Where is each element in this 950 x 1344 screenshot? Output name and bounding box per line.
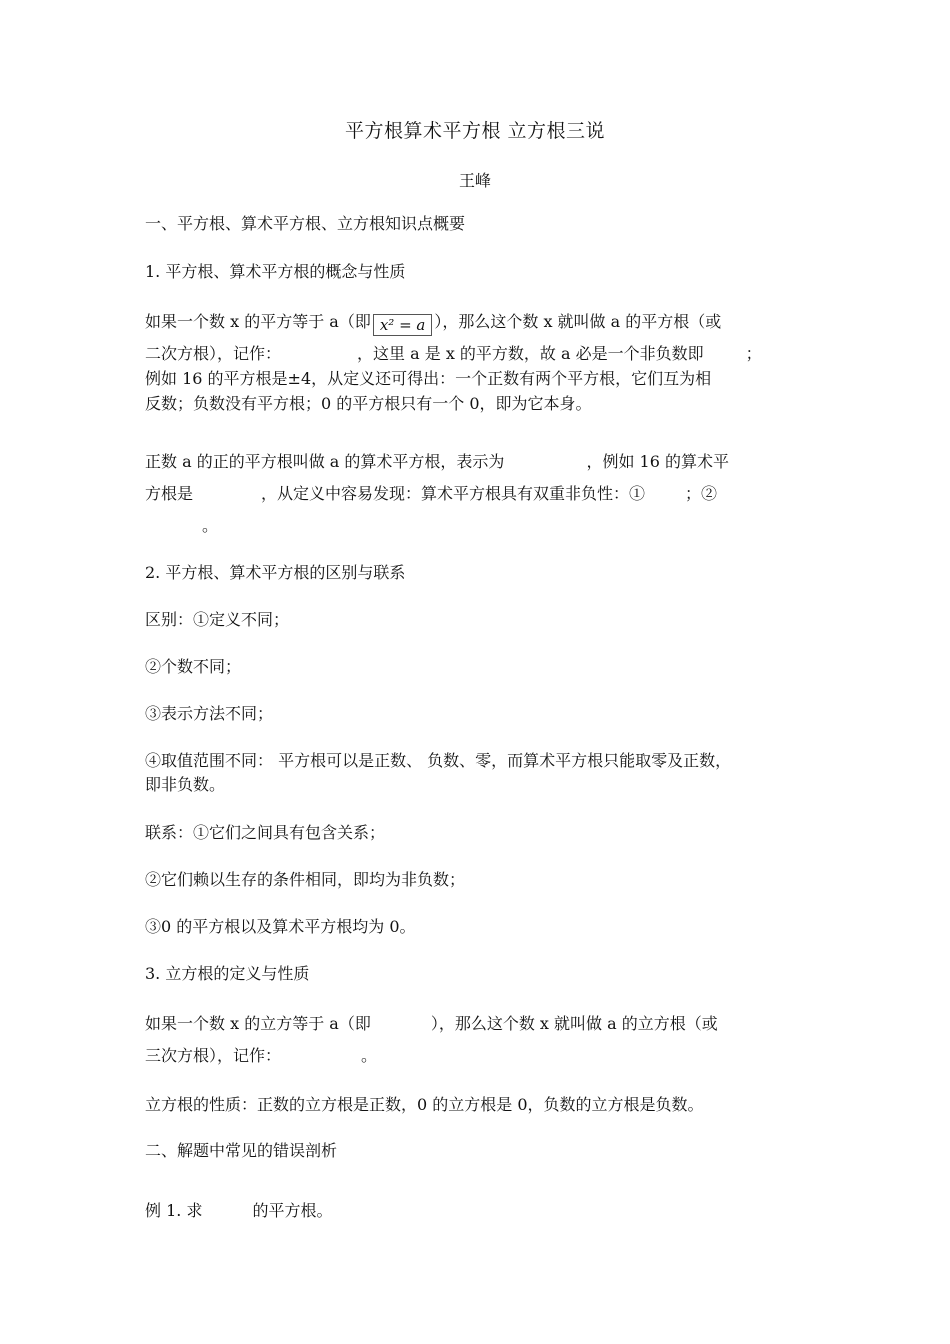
section-heading-2: 二、解题中常见的错误剖析 xyxy=(145,1141,338,1160)
difference-item-1: 区别：①定义不同； xyxy=(145,610,290,629)
text-span: 。 xyxy=(361,1046,378,1065)
difference-item-2: ②个数不同； xyxy=(145,657,242,676)
text-span: ，从定义中容易发现：算术平方根具有双重非负性：① xyxy=(261,484,646,503)
difference-item-3: ③表示方法不同； xyxy=(145,704,274,723)
relation-item-1: 联系：①它们之间具有包含关系； xyxy=(145,823,386,842)
relation-item-2: ②它们赖以生存的条件相同，即均为非负数； xyxy=(145,870,466,889)
paragraph-4: 立方根的性质：正数的立方根是正数，0 的立方根是 0，负数的立方根是负数。 xyxy=(145,1095,704,1114)
text-span: 三次方根），记作： xyxy=(145,1046,282,1065)
paragraph-3-line-1 xyxy=(145,1014,718,1034)
paragraph-1-line-1 xyxy=(145,312,721,336)
paragraph-2-line-2 xyxy=(145,484,717,504)
difference-item-4-cont: 即非负数。 xyxy=(145,775,226,794)
difference-item-4: ④取值范围不同： 平方根可以是正数、 负数、零，而算术平方根只能取零及正数， xyxy=(145,751,732,770)
text-span: ），那么这个数 x 就叫做 a 的平方根（或 xyxy=(434,312,722,331)
paragraph-1-line-4: 反数；负数没有平方根；0 的平方根只有一个 0，即为它本身。 xyxy=(145,394,592,413)
text-span: ，例如 16 的算术平 xyxy=(586,452,729,471)
paragraph-1-line-3: 例如 16 的平方根是±4，从定义还可得出：一个正数有两个平方根，它们互为相 xyxy=(145,369,712,388)
text-span: 的平方根。 xyxy=(252,1201,333,1220)
paragraph-2-line-1 xyxy=(145,452,729,472)
text-span: 如果一个数 x 的平方等于 a（即 xyxy=(145,312,371,331)
text-span: ；② xyxy=(685,484,718,503)
text-span: 二次方根），记作： xyxy=(145,344,282,363)
paragraph-2-line-3: 。 xyxy=(202,516,219,535)
section-heading-1: 一、平方根、算术平方根、立方根知识点概要 xyxy=(145,214,466,233)
subsection-heading-3: 3. 立方根的定义与性质 xyxy=(145,964,310,983)
page-title: 平方根算术平方根 立方根三说 xyxy=(344,120,606,142)
subsection-heading-2: 2. 平方根、算术平方根的区别与联系 xyxy=(145,563,406,582)
text-span: ，这里 a 是 x 的平方数，故 a 必是一个非负数即 xyxy=(357,344,704,363)
relation-item-3: ③0 的平方根以及算术平方根均为 0。 xyxy=(145,917,416,936)
formula-x-squared-equals-a xyxy=(373,314,433,336)
text-span: ），那么这个数 x 就叫做 a 的立方根（或 xyxy=(430,1014,718,1033)
formula-text: x² = a xyxy=(379,316,426,334)
example-1 xyxy=(145,1201,332,1221)
text-span: 如果一个数 x 的立方等于 a（即 xyxy=(145,1014,371,1033)
text-span: 方根是 xyxy=(145,484,194,503)
paragraph-1-line-2 xyxy=(145,344,762,364)
author-name: 王峰 xyxy=(458,171,491,190)
text-span: ； xyxy=(745,344,762,363)
subsection-heading-1: 1. 平方根、算术平方根的概念与性质 xyxy=(145,262,406,281)
text-span: 正数 a 的正的平方根叫做 a 的算术平方根，表示为 xyxy=(145,452,505,471)
paragraph-3-line-2 xyxy=(145,1046,377,1066)
text-span: 例 1. 求 xyxy=(145,1201,203,1220)
